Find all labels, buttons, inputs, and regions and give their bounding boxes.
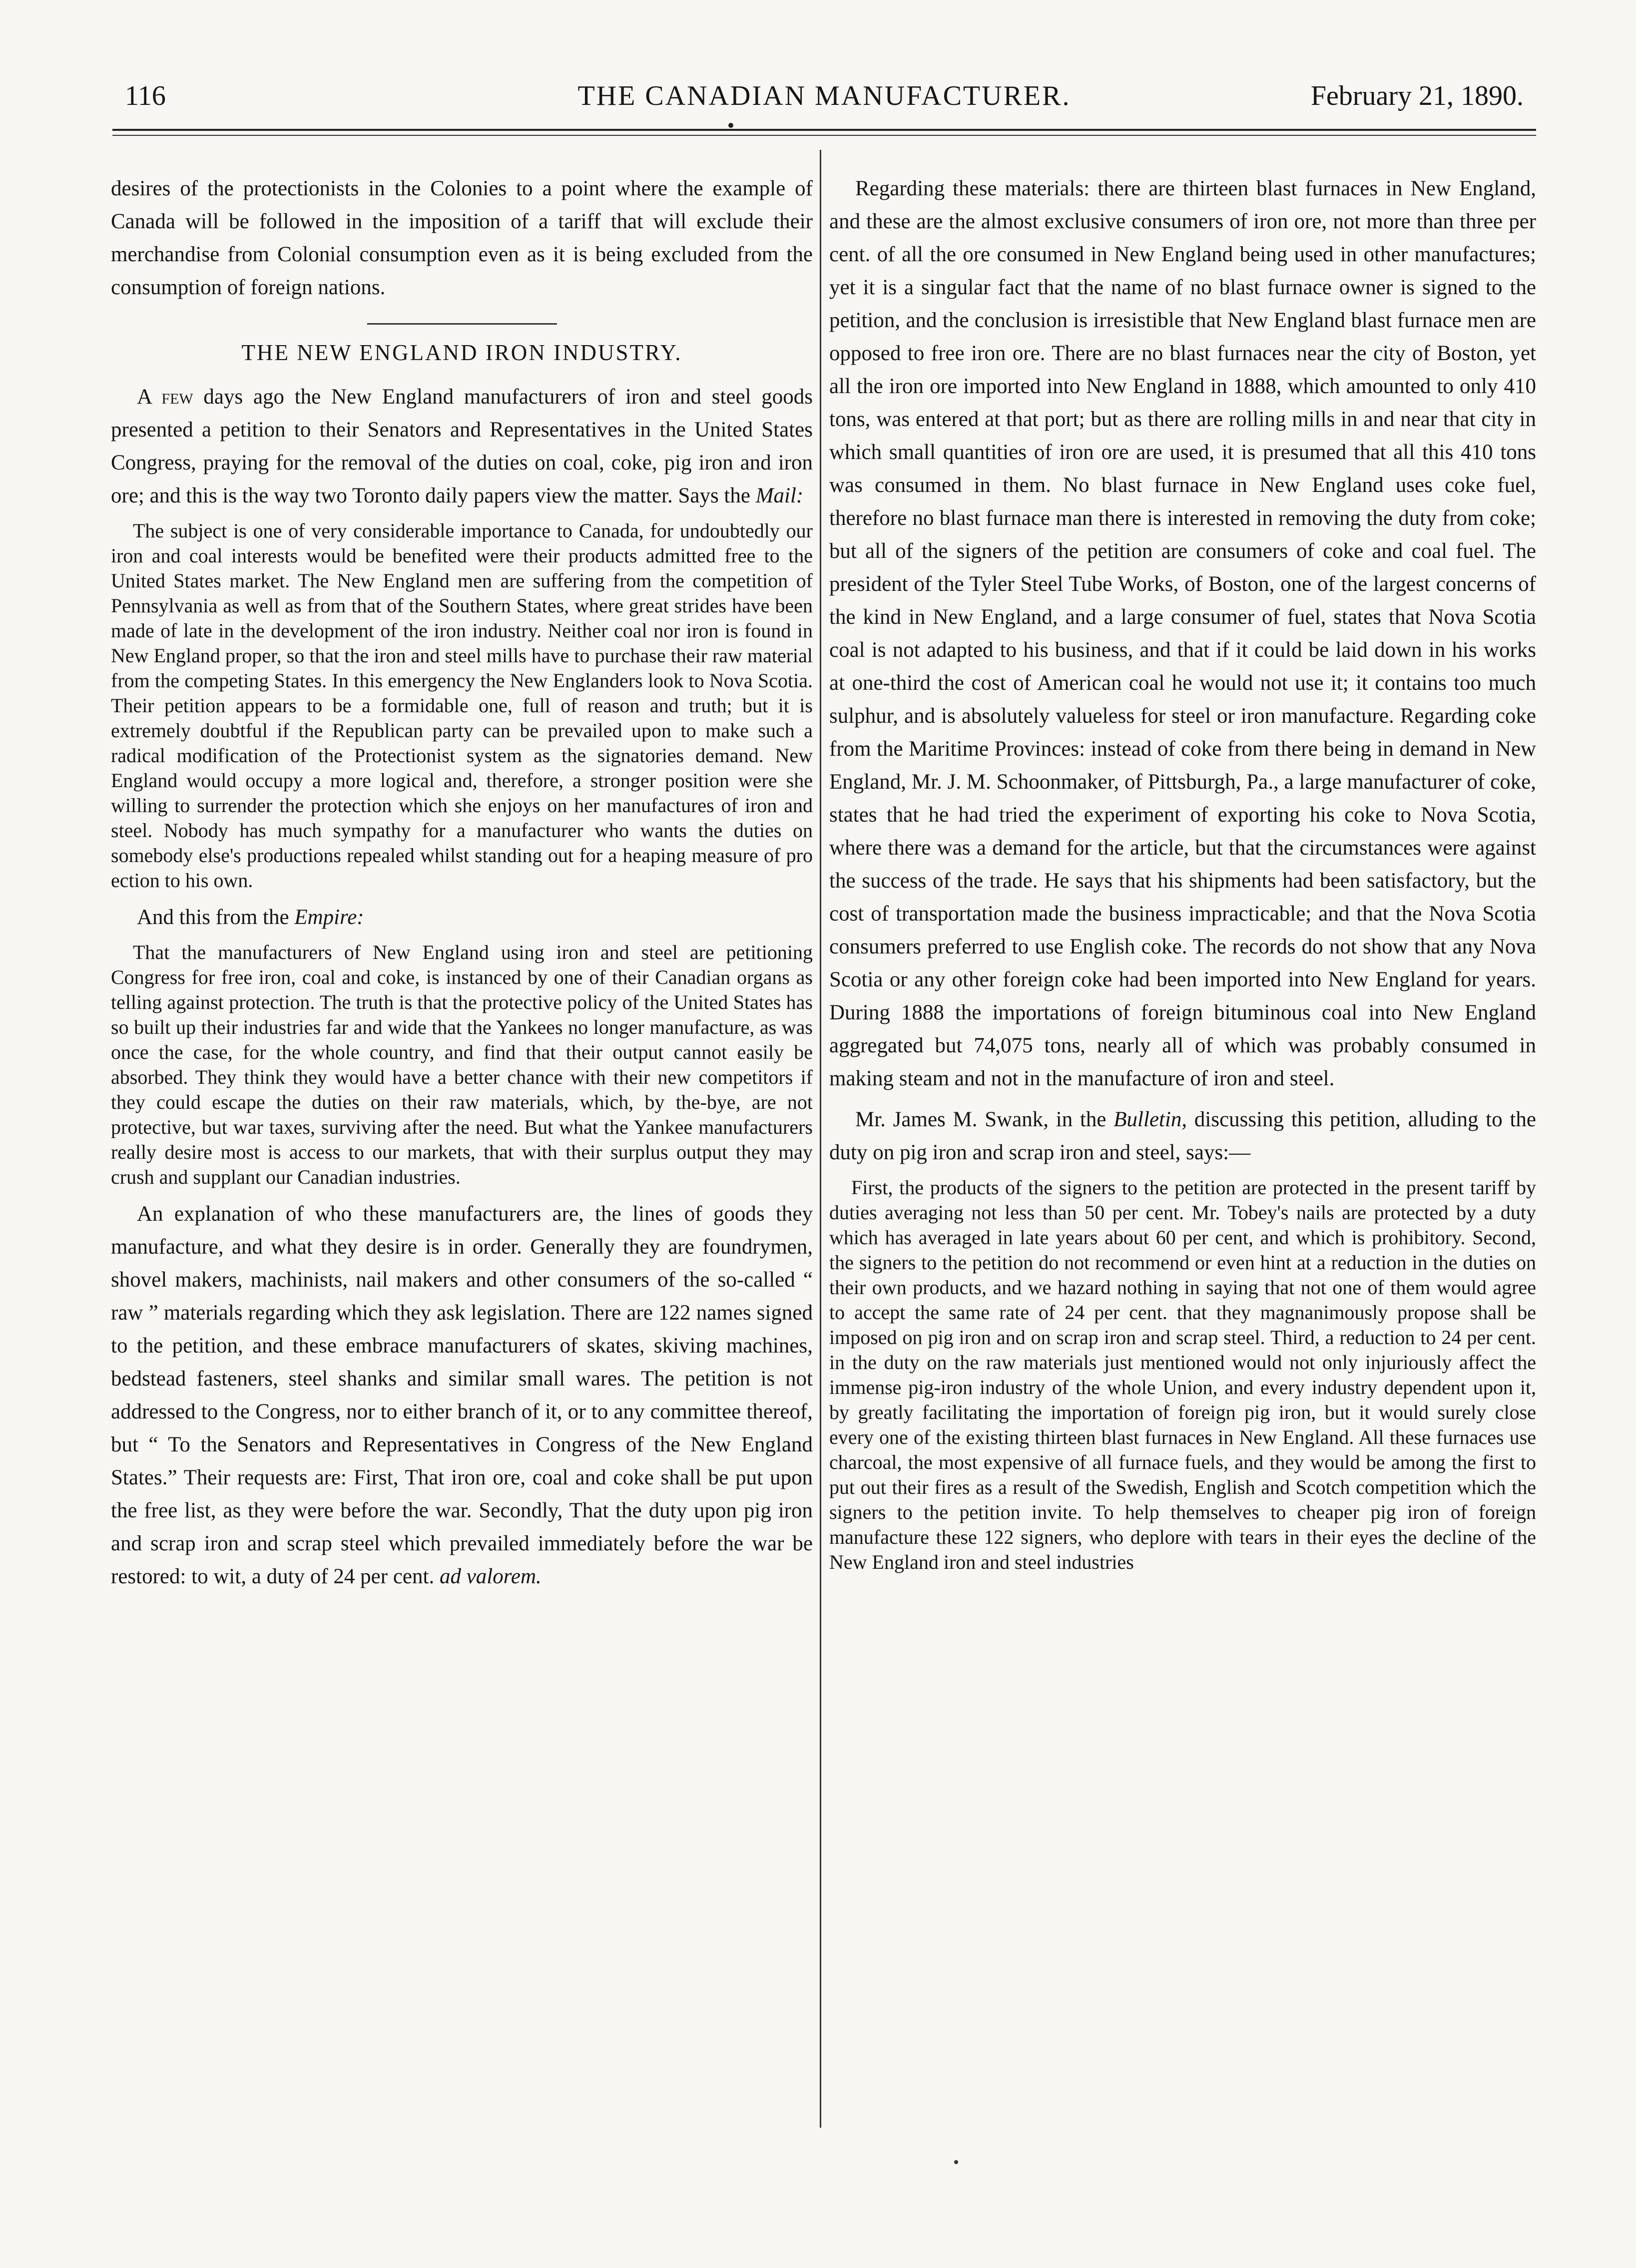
header-rule-thick xyxy=(112,129,1536,131)
article-paragraph-2 xyxy=(111,901,813,934)
publication-title: THE CANADIAN MANUFACTURER. xyxy=(577,80,1071,111)
header-ornament-dot xyxy=(728,123,733,128)
paragraph-text: And this from the xyxy=(137,906,295,929)
paragraph-text: discussing this petition, alluding to the duty on pig iron and scrap iron and steel, says:— xyxy=(829,1108,1536,1164)
ad-valorem: ad valorem. xyxy=(439,1565,542,1588)
source-empire: Empire: xyxy=(294,906,364,929)
article-paragraph-4: Regarding these materials: there are thirteen blast furnaces in New England, and these are the almost exclusive consumers of iron ore, not more than three per cent. of all the ore consumed in New England being used in other manufactures; yet it is a singular fact that the name of no blast furnace owner is signed to the petition, and the conclusion is irresistible that New England blast furnace men are opposed to free iron ore. There are no blast furnaces near the city of Boston, yet all the iron ore imported into New England in 1888, which amounted to only 410 tons, was entered at that port; but as there are rolling mills in and near that city in which small quantities of iron ore are used, it is presumed that all this 410 tons was consumed in them. No blast furnace in New England uses coke fuel, therefore no blast furnace man there is interested in removing the duty from coke; but all of the signers of the petition are consumers of coke and coal fuel. The president of the Tyler Steel Tube Works, of Boston, one of the largest concerns of the kind in New England, and a large consumer of fuel, states that Nova Scotia coal is not adapted to his business, and that if it could be laid down in his works at one-third the cost of American coal he would not use it; it contains too much sulphur, and is absolutely valueless for steel or iron manufacture. Regarding coke from the Maritime Provinces: instead of coke from there being in demand in New England, Mr. J. M. Schoonmaker, of Pittsburgh, Pa., a large manufacturer of coke, states that he had tried the experiment of exporting his coke to Nova Scotia, where there was a demand for the article, but that the circumstances were against the success of the trade. He says that his shipments had been satisfactory, but the cost of transportation made the business impracticable; and that the Nova Scotia consumers preferred to use English coke. The records do not show that any Nova Scotia or any other foreign coke had been imported into New England for years. During 1888 the importations of foreign bituminous coal into New England aggregated but 74,075 tons, nearly all of which was probably consumed in making steam and not in the manufacture of iron and steel. xyxy=(829,177,1536,1090)
article-paragraph-1 xyxy=(111,381,813,512)
article-paragraph-5 xyxy=(829,1103,1536,1169)
continued-paragraph: desires of the protectionists in the Colonies to a point where the example of Canada will be followed in the imposition of a tariff that will exclude their merchandise from Colonial consumption even as it is being excluded from the consumption of foreign nations. xyxy=(111,177,813,299)
article-heading: THE NEW ENGLAND IRON INDUSTRY. xyxy=(241,340,682,365)
quote-swank: First, the products of the signers to the petition are protected in the present tariff by duties averaging not less than 50 per cent. Mr. Tobey's nails are protected by a duty which has averaged in late years about 60 per cent, and which is prohibitory. Second, the signers to the petition do not recommend or even hint at a reduction in the duties on their own products, and we hazard nothing in saying that not one of them would agree to accept the same rate of 24 per cent. that they magnanimously propose shall be imposed on pig iron and on scrap iron and scrap steel. Third, a reduction to 24 per cent. in the duty on the raw materials just mentioned would not only injuriously affect the immense pig-iron industry of the whole Union, and every industry dependent upon it, by greatly facilitating the importation of foreign pig iron, but it would surely close every one of the existing thirteen blast furnaces in New England. All these furnaces use charcoal, the most expensive of all furnace fuels, and they would be among the first to put out their fires as a result of the Swedish, English and Scotch competition which the signers to the petition invite. To help themselves to cheaper pig iron of foreign manufacture these 122 signers, who deplore with tears in their eyes the decline of the New England iron and steel industries xyxy=(829,1176,1536,1573)
article-paragraph-3 xyxy=(111,1198,813,1593)
issue-date: February 21, 1890. xyxy=(1310,80,1524,111)
paragraph-text: days ago the New England manufacturers of iron and steel goods presented a petition to their Senators and Representatives in the United States Congress, praying for the removal of the duties on coal, coke, pig iron and iron ore; and this is the way two Toronto daily papers view the matter. Says the xyxy=(111,385,813,507)
page-header xyxy=(125,80,1524,125)
left-column xyxy=(111,172,813,1593)
header-rule-thin xyxy=(112,135,1536,136)
footer-ornament-dot xyxy=(954,2160,958,2164)
quote-mail: The subject is one of very considerable importance to Canada, for undoubtedly our iron and coal interests would be benefited were their products admitted free to the United States market. The New England men are suffering from the competition of Pennsylvania as well as from that of the Southern States, where great strides have been made of late in the development of the iron industry. Neither coal nor iron is found in New England proper, so that the iron and steel mills have to purchase their raw material from the competing States. In this emergency the New Englanders look to Nova Scotia. Their petition appears to be a formidable one, full of reason and truth; but it is extremely doubtful if the Republican party can be prevailed upon to make such a radical modification of the Protectionist system as the signatories demand. New England would occupy a more logical and, therefore, a stronger position were she willing to surrender the protection which she enjoys on her manufactures of iron and steel. Nobody has much sympathy for a manufacturer who wants the duties on somebody else's productions repealed whilst standing out for a heaping measure of pro ection to his own. xyxy=(111,519,813,892)
lead-in: A few xyxy=(137,385,193,409)
source-mail: Mail: xyxy=(755,484,804,507)
paragraph-text: An explanation of who these manufacturers are, the lines of goods they manufacture, and what they desire is in order. Generally they are foundrymen, shovel makers, machinists, nail makers and other consumers of the so-called “ raw ” materials regarding which they ask legislation. There are 122 names signed to the petition, and these embrace manufacturers of skates, skiving machines, bedstead fasteners, steel shanks and similar small wares. The petition is not addressed to the Congress, nor to either branch of it, or to any committee thereof, but “ To the Senators and Representatives in Congress of the New England States.” Their requests are: First, That iron ore, coal and coke shall be put upon the free list, as they were before the war. Secondly, That the duty upon pig iron and scrap iron and scrap steel which prevailed immediately before the war be restored: to wit, a duty of 24 per cent. xyxy=(111,1202,813,1588)
column-divider xyxy=(820,150,821,2128)
paragraph-text: Mr. James M. Swank, in the xyxy=(855,1108,1114,1131)
section-separator xyxy=(367,323,557,325)
right-column xyxy=(829,172,1536,1575)
source-bulletin: Bulletin, xyxy=(1113,1108,1187,1131)
page-number: 116 xyxy=(125,80,166,111)
quote-empire: That the manufacturers of New England using iron and steel are petitioning Congress for free iron, coal and coke, is instanced by one of their Canadian organs as telling against protection. The truth is that the protective policy of the United States has so built up their industries far and wide that the Yankees no longer manufacture, as was once the case, for the whole country, and find that their output cannot easily be absorbed. They think they would have a better chance with their new competitors if they could escape the duties on their raw materials, which, by the-bye, are not protective, but war taxes, surviving after the need. But what the Yankee manufacturers really desire most is access to our markets, that with their surplus output they may crush and supplant our Canadian industries. xyxy=(111,941,813,1188)
